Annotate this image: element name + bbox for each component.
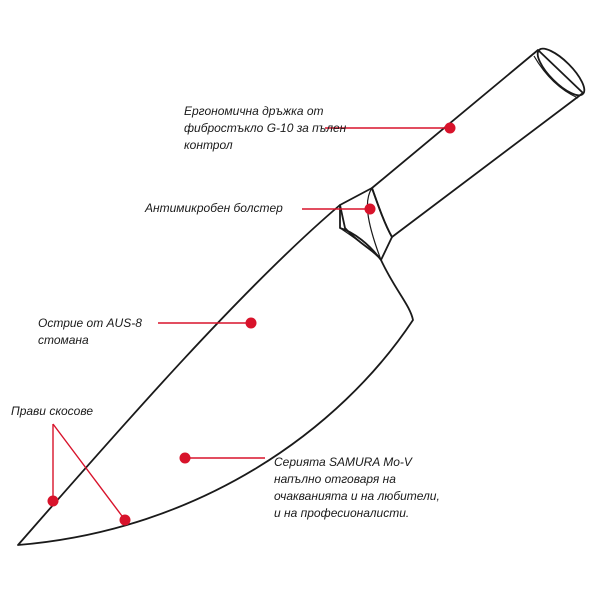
bolster-callout-line-1: Антимикробен болстер [145, 201, 283, 215]
bevel-marker-dot-lower [120, 515, 131, 526]
series-callout-line-1: Серията SAMURA Mo-V [274, 455, 412, 469]
series-callout-line-4: и на професионалисти. [274, 506, 410, 520]
blade-callout-line-1: Острие от AUS-8 [38, 316, 142, 330]
series-marker-dot [180, 453, 191, 464]
bevel-marker-dot-upper [48, 496, 59, 507]
bolster-callout [145, 200, 283, 217]
bevels-callout-line-1: Прави скосове [11, 404, 94, 418]
blade-callout-line-2: стомана [38, 333, 89, 347]
series-callout [274, 454, 440, 522]
series-callout-line-3: очакванията и на любители, [274, 489, 440, 503]
handle-callout [184, 103, 346, 154]
handle-callout-line-2: фибростъкло G-10 за пълен [184, 121, 347, 135]
handle-callout-line-3: контрол [184, 138, 233, 152]
bolster-marker-dot [365, 204, 376, 215]
bolster-outline [340, 188, 392, 260]
bevels-leader-diagonal [53, 424, 125, 520]
series-callout-line-2: напълно отговаря на [274, 472, 396, 486]
blade-callout [38, 315, 142, 349]
blade-marker-dot [246, 318, 257, 329]
bevels-callout [11, 403, 93, 420]
handle-callout-line-1: Ергономична дръжка от [184, 104, 324, 118]
handle-marker-dot [445, 123, 456, 134]
